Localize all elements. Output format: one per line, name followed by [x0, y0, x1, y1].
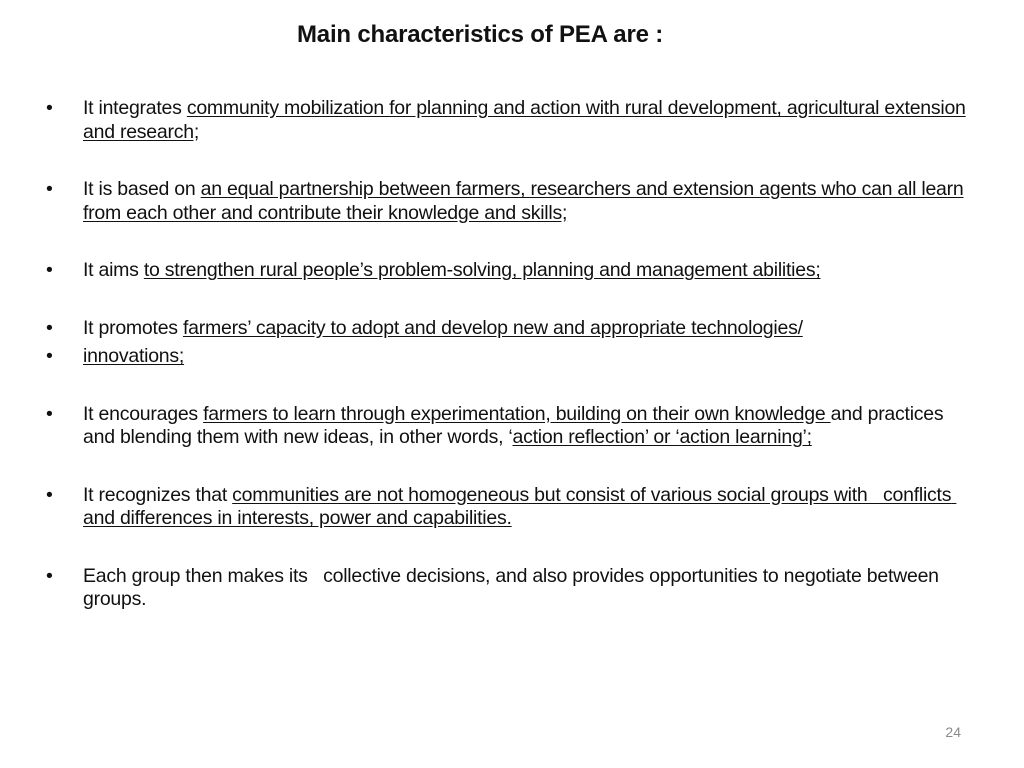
bullet-text: Each group then makes its collective decisions, and also provides opportunities to negotiate between groups.: [83, 564, 944, 610]
bullet-text: It promotes: [83, 316, 183, 339]
bullet-underlined-text: to strengthen rural people’s problem-solving, planning and management abilities;: [143, 259, 821, 281]
bullet-text: It encourages: [83, 402, 204, 425]
bullet-point-icon: •: [46, 97, 53, 119]
bullet-text: It integrates: [83, 97, 187, 119]
bullet-underlined-text: farmers’ capacity to adopt and develop new and appropriate technologies/: [182, 316, 803, 339]
bullet-item: [46, 345, 966, 369]
bullet-point-icon: •: [46, 259, 53, 281]
bullet-underlined-text: an equal partnership between farmers, researchers and extension agents who can all learn from each other and contribute their knowledge and skills;: [83, 178, 964, 224]
bullet-underlined-text: innovations;: [83, 345, 185, 367]
bullet-point-icon: •: [46, 564, 53, 587]
bullet-point-icon: •: [46, 402, 53, 425]
slide-title: Main characteristics of PEA are :: [297, 21, 663, 48]
bullet-underlined-text: communities are not homogeneous but consist of various social groups with conflicts and differences in interests, power and capabilities.: [83, 483, 957, 529]
bullet-underlined-text: community mobilization for planning and action with rural development, agricultural extension and research;: [83, 97, 966, 143]
bullet-point-icon: •: [46, 316, 53, 339]
bullet-point-icon: •: [46, 483, 53, 506]
bullet-underlined-text: action reflection’ or ‘action learning’;: [512, 426, 812, 448]
bullet-text: It aims: [83, 259, 144, 281]
bullet-underlined-text: farmers to learn through experimentation, building on their own knowledge: [203, 402, 831, 425]
bullet-item: [46, 403, 966, 450]
bullet-item: [46, 97, 966, 144]
bullet-point-icon: •: [46, 345, 53, 367]
bullet-point-icon: •: [46, 178, 53, 200]
bullet-list: [46, 97, 966, 612]
bullet-item: [46, 565, 966, 612]
bullet-text: and practices and blending them with new ideas, in other words, ‘: [83, 402, 944, 448]
bullet-text: It recognizes that: [83, 483, 233, 506]
bullet-item: [46, 484, 966, 531]
bullet-item: [46, 317, 966, 341]
bullet-text: It is based on: [83, 178, 201, 200]
bullet-item: [46, 178, 966, 225]
bullet-item: [46, 259, 966, 283]
page-number: 24: [945, 724, 961, 740]
